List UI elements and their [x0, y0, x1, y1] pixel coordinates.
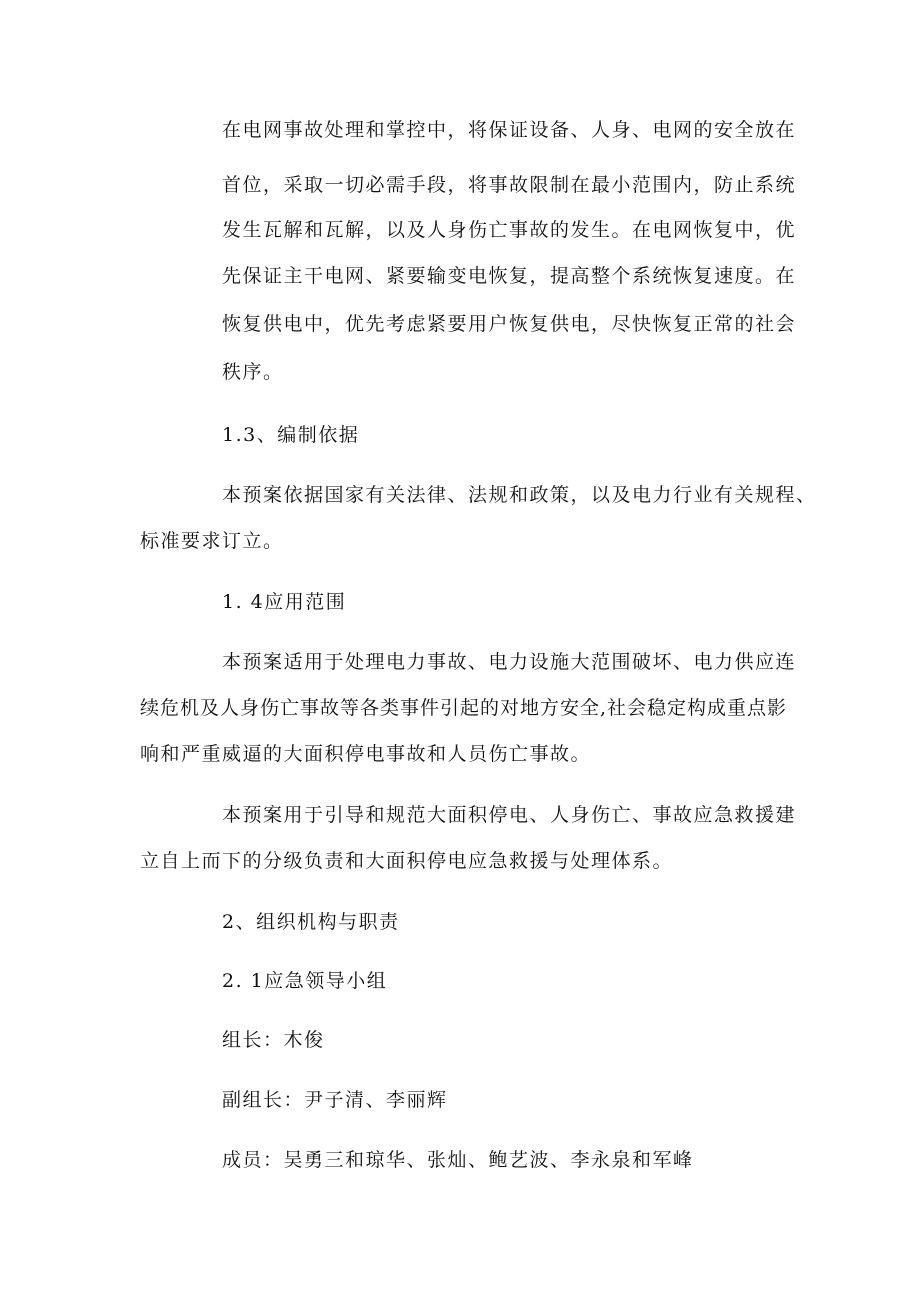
paragraph-line: 首位，采取一切必需手段，将事故限制在最小范围内，防止系统 — [222, 174, 797, 196]
members-line: 成员：吴勇三和琼华、张灿、鲍艺波、李永泉和军峰 — [222, 1149, 694, 1171]
paragraph-line: 先保证主干电网、紧要输变电恢复，提高整个系统恢复速度。在 — [222, 265, 797, 287]
paragraph-line: 本预案用于引导和规范大面积停电、人身伤亡、事故应急救援建 — [222, 804, 797, 826]
section-heading: 1. 4应用范围 — [222, 591, 347, 613]
paragraph-line: 恢复供电中，优先考虑紧要用户恢复供电，尽快恢复正常的社会 — [222, 313, 797, 335]
paragraph-line: 立自上而下的分级负责和大面积停电应急救援与处理体系。 — [140, 850, 674, 872]
subsection-heading: 2. 1应急领导小组 — [222, 970, 388, 992]
paragraph-line: 在电网事故处理和掌控中，将保证设备、人身、电网的安全放在 — [222, 119, 797, 141]
section-heading: 1.3、编制依据 — [222, 424, 360, 446]
paragraph-line: 秩序。 — [222, 361, 284, 383]
paragraph-line: 响和严重威逼的大面积停电事故和人员伤亡事故。 — [140, 743, 592, 765]
paragraph-line: 本预案依据国家有关法律、法规和政策，以及电力行业有关规程、 — [222, 484, 817, 506]
section-heading: 2、组织机构与职责 — [222, 911, 400, 933]
deputy-leaders-line: 副组长：尹子清、李丽辉 — [222, 1089, 448, 1111]
paragraph-line: 本预案适用于处理电力事故、电力设施大范围破坏、电力供应连 — [222, 651, 797, 673]
paragraph-line: 标准要求订立。 — [140, 530, 284, 552]
paragraph-line: 续危机及人身伤亡事故等各类事件引起的对地方安全,社会稳定构成重点影 — [140, 697, 788, 719]
paragraph-line: 发生瓦解和瓦解，以及人身伤亡事故的发生。在电网恢复中，优 — [222, 219, 797, 241]
leader-line: 组长：木俊 — [222, 1029, 325, 1051]
